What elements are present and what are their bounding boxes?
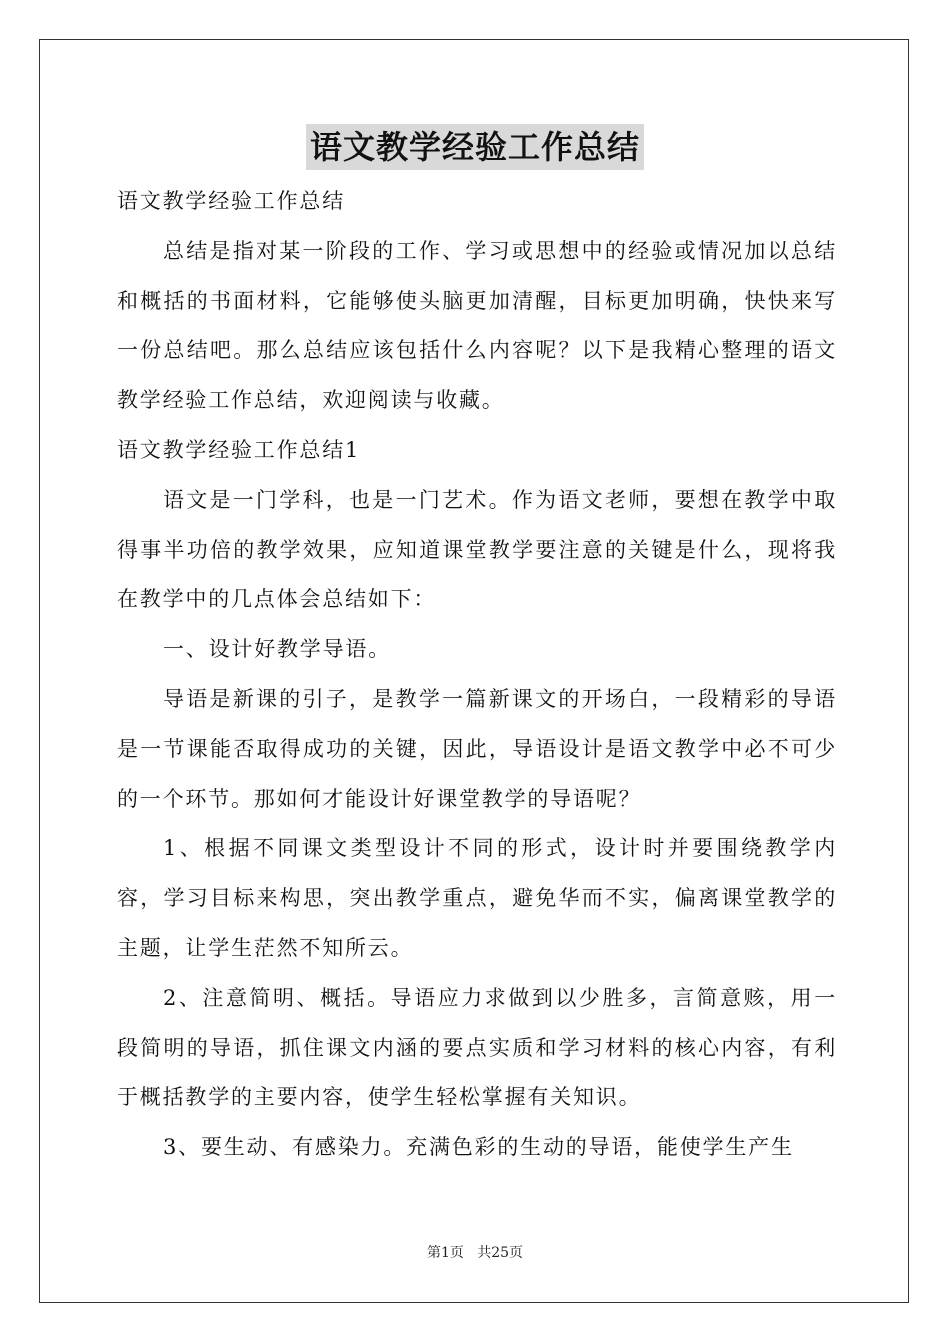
subheading-paragraph: 一、设计好教学导语。 <box>163 637 391 662</box>
intro-paragraph: 总结是指对某一阶段的工作、学习或思想中的经验或情况加以总结和概括的书面材料，它能够使头脑更加清醒，目标更加明确，快快来写一份总结吧。那么总结应该包括什么内容呢？以下是我精心整理的语文教学经验工作总结，欢迎阅读与收藏。 <box>117 238 837 413</box>
subtitle-line: 语文教学经验工作总结 <box>117 189 345 213</box>
document-body <box>117 177 837 1173</box>
document-title: 语文教学经验工作总结 <box>306 124 644 170</box>
page-footer <box>0 1242 950 1262</box>
body-paragraph: 导语是新课的引子，是教学一篇新课文的开场白，一段精彩的导语是一节课能否取得成功的关键，因此，导语设计是语文教学中必不可少的一个环节。那如何才能设计好课堂教学的导语呢？ <box>117 686 837 811</box>
list-item-paragraph: 2、注意简明、概括。导语应力求做到以少胜多，言简意赅，用一段简明的导语，抓住课文内涵的要点实质和学习材料的核心内容，有利于概括教学的主要内容，使学生轻松掌握有关知识。 <box>117 985 837 1110</box>
body-paragraph: 语文是一门学科，也是一门艺术。作为语文老师，要想在教学中取得事半功倍的教学效果，应知道课堂教学要注意的关键是什么，现将我在教学中的几点体会总结如下： <box>117 487 837 612</box>
document-title-block <box>0 124 950 177</box>
page-number: 第1页 共25页 <box>426 1245 524 1261</box>
section-heading: 语文教学经验工作总结1 <box>117 437 361 462</box>
list-item-paragraph: 1、根据不同课文类型设计不同的形式，设计时并要围绕教学内容，学习目标来构思，突出教学重点，避免华而不实，偏离课堂教学的主题，让学生茫然不知所云。 <box>117 836 837 960</box>
list-item-paragraph: 3、要生动、有感染力。充满色彩的生动的导语，能使学生产生 <box>163 1135 794 1160</box>
